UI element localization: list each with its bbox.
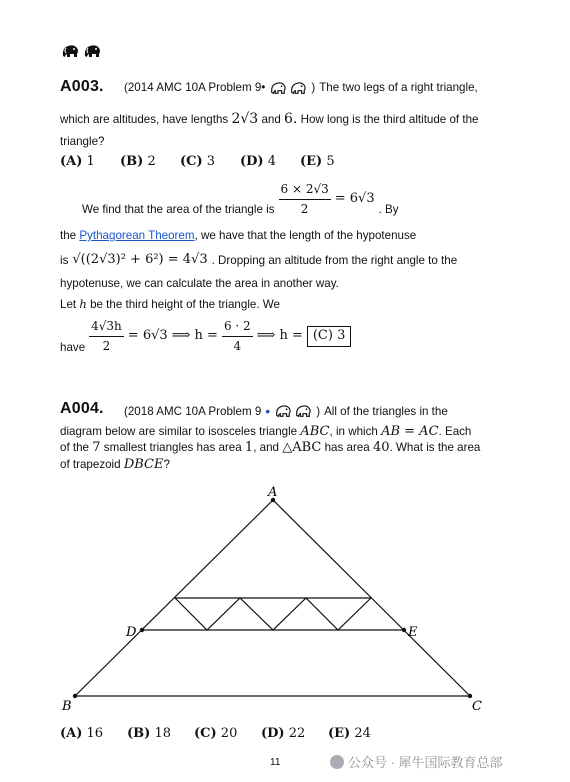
math-expression: 40 [372, 440, 390, 455]
math-expression: 6. [284, 111, 298, 127]
problem-text: ? [163, 458, 170, 471]
problem-text: which are altitudes, have lengths [60, 113, 229, 126]
answer-choice: (D) 4 [240, 154, 276, 169]
point-d [140, 628, 144, 632]
point-e [402, 628, 406, 632]
problem-source: (2014 AMC 10A Problem 9• [124, 81, 266, 95]
problem-number: A003. [60, 78, 104, 95]
problem-text: of trapezoid [60, 458, 121, 471]
math-expression: √((2√3)² + 6²) = 4√3 [72, 252, 208, 267]
problem-text: smallest triangles has area [103, 441, 242, 454]
problem-text: All of the triangles in the [324, 404, 448, 418]
math-expression: = 6√3 ⟹ h = [127, 328, 218, 344]
watermark-text: 公众号 · 犀牛国际教育总部 [348, 755, 503, 770]
source-close: ) [316, 404, 321, 418]
numerator: 6 · 2 [222, 319, 253, 337]
answer-choice: (E) 5 [300, 154, 335, 169]
math-expression: ⟹ h = [256, 328, 303, 344]
point-b [73, 694, 77, 698]
numerator: 4√3h [89, 319, 124, 337]
solution-text: We find that the area of the triangle is [82, 203, 275, 217]
pythagorean-theorem-link[interactable]: Pythagorean Theorem [79, 229, 195, 242]
denominator: 2 [102, 338, 111, 353]
problem-text: . Each [438, 425, 472, 438]
small-triangles-zigzag [175, 598, 371, 630]
math-expression: DBCE [123, 457, 164, 472]
answer-choice: (C) 3 [180, 154, 216, 169]
math-expression: 7 [92, 440, 101, 455]
numerator: 6 × 2√3 [279, 182, 331, 200]
solution-text: have [60, 341, 86, 354]
wechat-logo-icon [330, 755, 344, 769]
answer-choice: (B) 18 [127, 726, 171, 741]
point-c [468, 694, 472, 698]
math-expression: 2√3 [231, 111, 259, 127]
solution-text: be the third height of the triangle. We [90, 298, 280, 311]
boxed-answer: (C) 3 [307, 326, 352, 347]
denominator: 2 [300, 201, 309, 216]
page-number: 11 [270, 757, 281, 768]
solution-text: . Dropping an altitude from the right angle to the [211, 253, 458, 267]
watermark [330, 752, 503, 771]
answer-choice: (A) 16 [60, 726, 104, 741]
solution-text: hypotenuse, we can calculate the area in another way. [60, 277, 339, 290]
problem-number: A004. [60, 400, 104, 417]
problem-text: diagram below are similar to isosceles triangle [60, 425, 298, 438]
problem-text: . What is the area [389, 441, 481, 454]
source-close: ) [311, 81, 316, 95]
math-expression: △ABC [282, 440, 322, 455]
label-c: C [472, 699, 482, 714]
solution-text: . By [378, 203, 399, 217]
problem-source: (2018 AMC 10A Problem 9 [124, 404, 262, 418]
answer-choices [60, 726, 395, 741]
solution-text: the [60, 229, 77, 242]
solution-text: is [60, 253, 69, 267]
problem-text: , and [253, 441, 279, 454]
math-expression: 1 [244, 440, 254, 455]
problem-text: has area [324, 441, 370, 454]
problem-text: triangle? [60, 135, 105, 148]
problem-text: , in which [329, 425, 378, 438]
math-expression: ABC [300, 424, 330, 439]
answer-choice: (B) 2 [120, 154, 156, 169]
solution-text: , we have that the length of the hypotenuse [194, 229, 417, 242]
problem-text: How long is the third altitude of the [300, 113, 479, 126]
math-expression: AB = AC [381, 424, 439, 439]
solution-text: Let [60, 298, 77, 311]
label-d: D [126, 625, 137, 640]
problem-text: of the [60, 441, 90, 454]
label-a: A [268, 485, 278, 500]
problem-text: and [261, 113, 281, 126]
answer-choice: (D) 22 [261, 726, 306, 741]
bullet-dot: • [265, 403, 271, 419]
math-expression: = 6√3 [334, 191, 375, 207]
label-e: E [408, 625, 418, 640]
label-b: B [62, 699, 72, 714]
problem-text: The two legs of a right triangle, [319, 81, 478, 95]
math-variable: h [79, 297, 87, 311]
answer-choice: (A) 1 [60, 154, 95, 169]
denominator: 4 [233, 338, 242, 353]
answer-choice: (E) 24 [328, 726, 371, 741]
answer-choice: (C) 20 [194, 726, 238, 741]
